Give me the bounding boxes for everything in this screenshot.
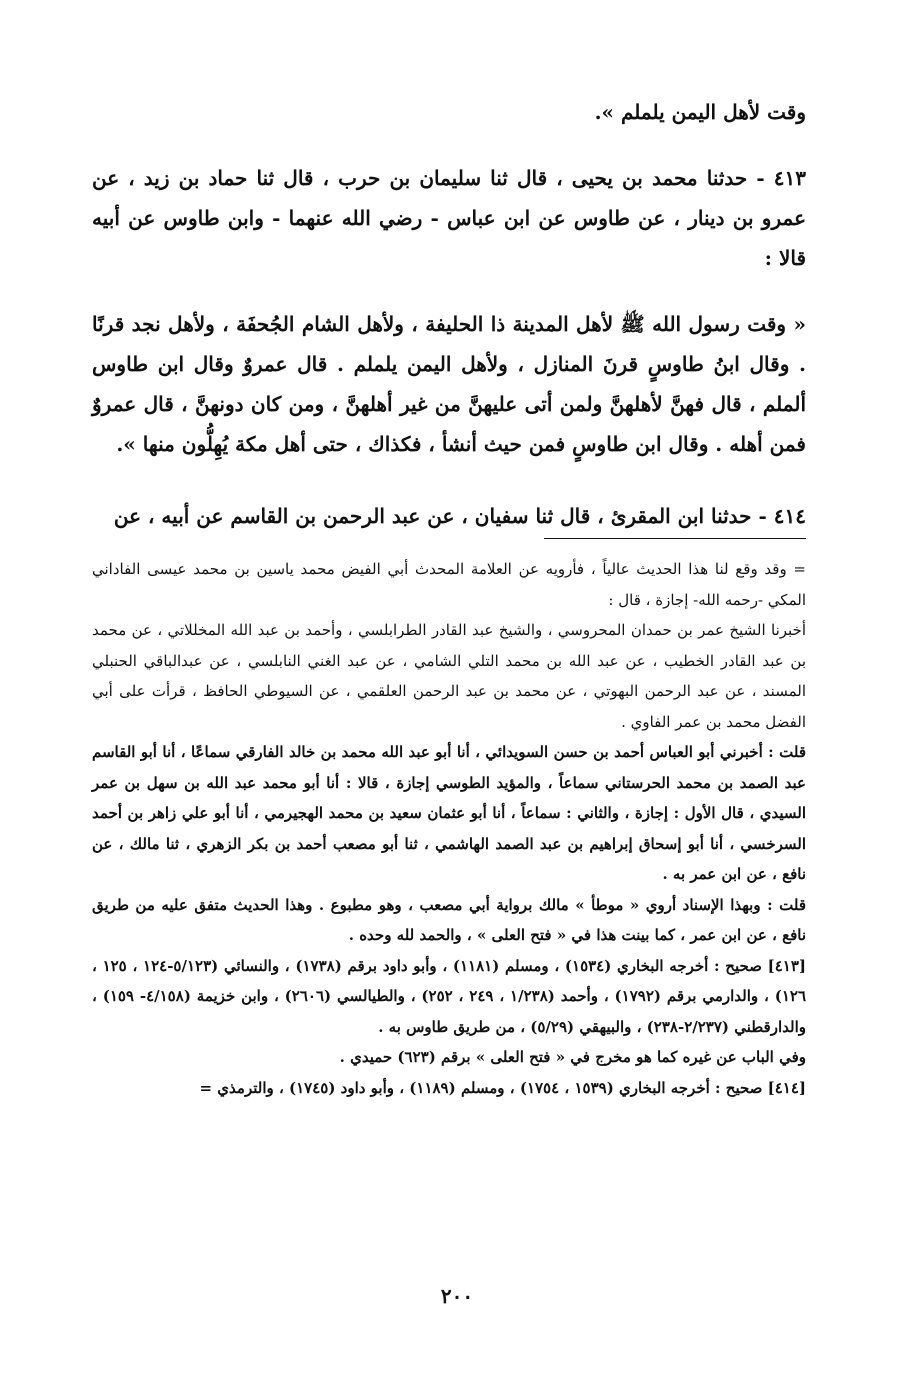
footnote-takhrij-413: [٤١٣] صحيح : أخرجه البخاري (١٥٣٤) ، ومسلم (١١٨١) ، وأبو داود برقم (١٧٣٨) ، والنسائي (٥/١٢٣-١٢٤ ، ١٢٥ ، ١٢٦) ، والدارمي برقم (١٧٩٢) ، وأحمد (١/٢٣٨ ، ٢٤٩ ، ٢٥٢) ، والطيالسي (٢٦٠٦) ، وابن خزيمة (٤/١٥٨- ١٥٩) ، والدارقطني (٢/٢٣٧-٢٣٨) ، والبيهقي (٥/٢٩) ، من طريق طاوس به . [92, 956, 806, 1036]
footnote-separator [544, 538, 806, 539]
main-text [92, 92, 806, 536]
page-number: ٢٠٠ [440, 1284, 474, 1308]
hadith-413-isnad: ٤١٣ - حدثنا محمد بن يحيى ، قال ثنا سليمان بن حرب ، قال ثنا حماد بن زيد ، عن عمرو بن دينار ، عن طاوس عن ابن عباس - رضي الله عنهما - وابن طاوس عن أبيه قالا : [92, 166, 806, 270]
hadith-413-matn: « وقت رسول الله ﷺ لأهل المدينة ذا الحليفة ، ولأهل الشام الجُحفَة ، ولأهل نجد قرنًا . وقال ابنُ طاوسٍ قرنَ المنازل ، ولأهل اليمن يلملم . قال عمروٌ وقال ابن طاوس ألملم ، قال فهنَّ لأهلهنَّ ولمن أتى عليهنَّ من غير أهلهنَّ ، ومن كان دونهنَّ ، قال عمروٌ فمن أهله . وقال ابن طاوسٍ فمن حيث أنشأ ، فكذاك ، حتى أهل مكة يُهِلُّون منها ». [92, 312, 806, 456]
hadith-414-isnad: ٤١٤ - حدثنا ابن المقرئ ، قال ثنا سفيان ، عن عبد الرحمن بن القاسم عن أبيه ، عن [113, 504, 806, 528]
footnote-chain: أخبرنا الشيخ عمر بن حمدان المحروسي ، والشيخ عبد القادر الطرابلسي ، وأحمد بن عبد الله المخللاتي ، عن محمد بن عبد القادر الخطيب ، عن عبد الله بن محمد التلي الشامي ، عن عبد الغني النابلسي ، عن عبدالباقي الحنبلي المسند ، عن عبد الرحمن البهوتي ، عن محمد بن عبد الرحمن العلقمي ، عن السيوطي الحافظ ، قرأت على أبي الفضل محمد بن عمر الفاوي . [92, 621, 806, 731]
footnotes [92, 554, 806, 1103]
footnote-muwatta: قلت : وبهذا الإسناد أروي « موطأ » مالك برواية أبي مصعب ، وهو مطبوع . وهذا الحديث متفق عليه من طريق نافع ، عن ابن عمر ، كما بينت هذا في « فتح العلى » ، والحمد لله وحده . [92, 895, 806, 944]
paragraph-continuation: وقت لأهل اليمن يلملم ». [594, 100, 806, 124]
footnote-takhrij-414: [٤١٤] صحيح : أخرجه البخاري (١٥٣٩ ، ١٧٥٤) ، ومسلم (١١٨٩) ، وأبو داود (١٧٤٥) ، والترمذي = [199, 1078, 806, 1097]
footnote-bab: وفي الباب عن غيره كما هو مخرج في « فتح العلى » برقم (٦٢٣) حميدي . [339, 1048, 806, 1066]
footnote-continuation: = وقد وقع لنا هذا الحديث عالياً ، فأرويه عن العلامة المحدث أبي الفيض محمد ياسين بن محمد عيسى الفاداني المكي -رحمه الله- إجازة ، قال : [92, 560, 806, 609]
footnote-chain-2: قلت : أخبرني أبو العباس أحمد بن حسن السويدائي ، أنا أبو عبد الله محمد بن خالد الفارقي سماعًا ، أنا أبو القاسم عبد الصمد بن محمد الحرستاني سماعاً ، والمؤيد الطوسي إجازة ، قالا : أنا أبو محمد عبد الله بن سهل بن عمر السيدي ، قال الأول : إجازة ، والثاني : سماعاً ، أنا أبو عثمان سعيد بن محمد الهجيرمي ، أنا أبو علي زاهر بن أحمد السرخسي ، أنا أبو إسحاق إبراهيم بن عبد الصمد الهاشمي ، ثنا أبو مصعب أحمد بن بكر الزهري ، ثنا مالك ، عن نافع ، عن ابن عمر به . [92, 743, 806, 883]
